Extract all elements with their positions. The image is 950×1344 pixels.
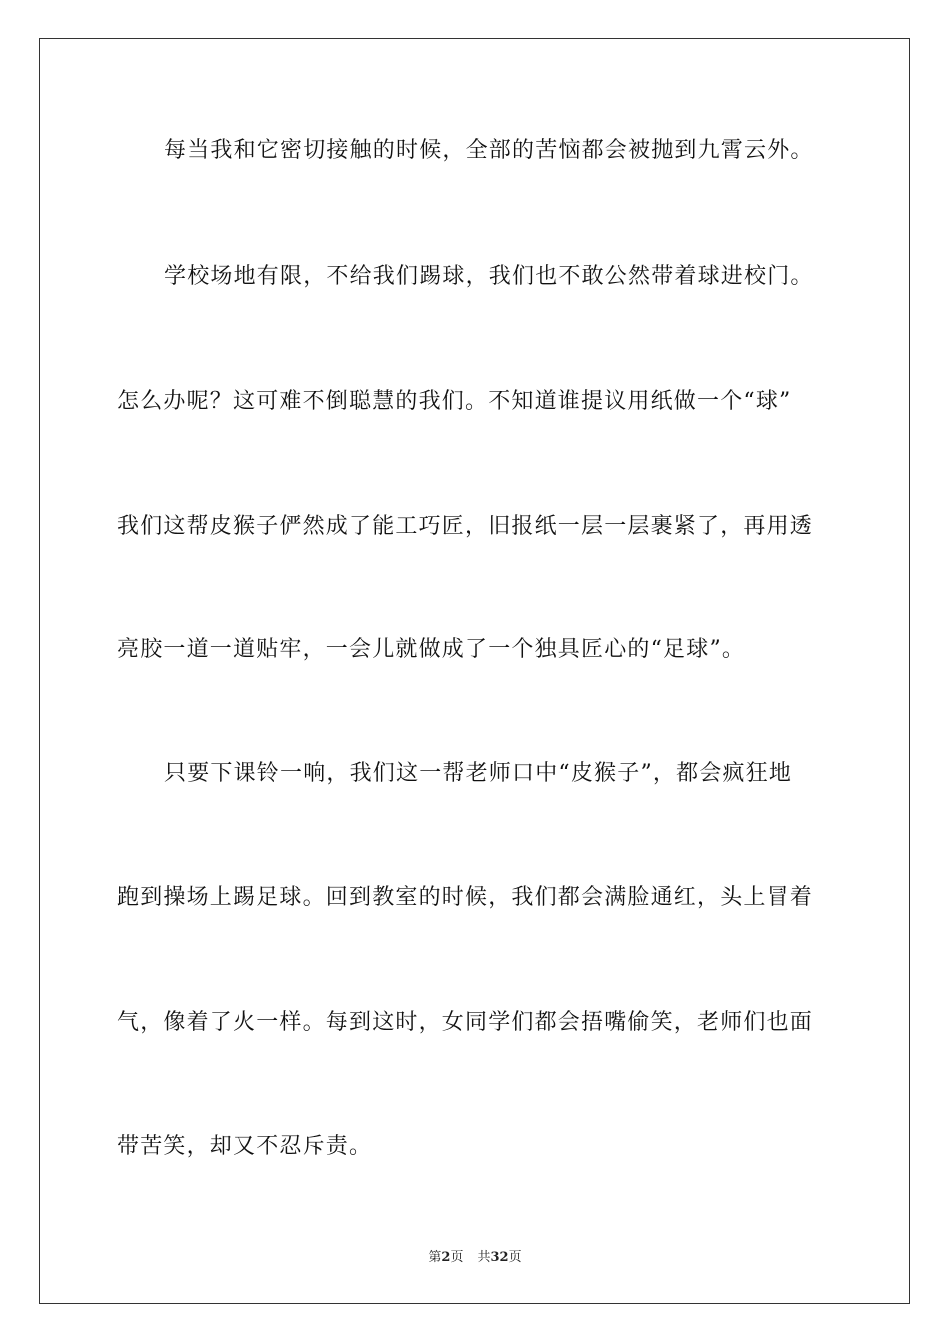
page-number: 2 xyxy=(441,1250,451,1265)
page-footer xyxy=(0,1249,950,1267)
paragraph-line-3: 怎么办呢？这可难不倒聪慧的我们。不知道谁提议用纸做一个“球” xyxy=(117,389,792,414)
paragraph-line-7: 跑到操场上踢足球。回到教室的时候，我们都会满脸通红，头上冒着 xyxy=(117,885,814,910)
paragraph-line-2: 学校场地有限，不给我们踢球，我们也不敢公然带着球进校门。 xyxy=(164,264,814,289)
paragraph-line-8: 气，像着了火一样。每到这时，女同学们都会捂嘴偷笑，老师们也面 xyxy=(117,1010,814,1035)
paragraph-line-5: 亮胶一道一道贴牢，一会儿就做成了一个独具匠心的“足球”。 xyxy=(117,637,746,662)
paragraph-line-6: 只要下课铃一响，我们这一帮老师口中“皮猴子”，都会疯狂地 xyxy=(164,761,793,786)
total-prefix: 共 xyxy=(477,1250,491,1265)
paragraph-line-1: 每当我和它密切接触的时候，全部的苦恼都会被抛到九霄云外。 xyxy=(164,138,814,163)
total-suffix: 页 xyxy=(508,1250,522,1265)
paragraph-line-4: 我们这帮皮猴子俨然成了能工巧匠，旧报纸一层一层裹紧了，再用透 xyxy=(117,514,814,539)
page-border xyxy=(39,38,910,1304)
total-pages: 32 xyxy=(490,1250,509,1265)
page-suffix: 页 xyxy=(450,1250,464,1265)
page-prefix: 第 xyxy=(428,1250,442,1265)
paragraph-line-9: 带苦笑，却又不忍斥责。 xyxy=(117,1134,373,1159)
